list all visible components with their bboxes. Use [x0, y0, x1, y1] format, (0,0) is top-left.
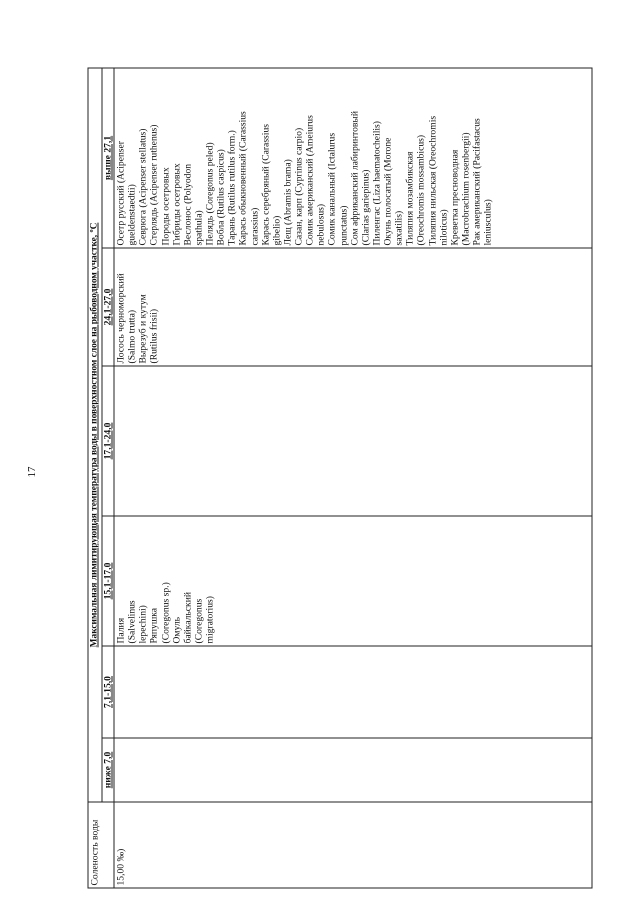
cell-line: (Clarias gariepinus) [360, 169, 372, 245]
rotated-table-wrapper [88, 68, 593, 888]
cell-line: Породы осетровых [160, 166, 172, 245]
cell-line: leniusculus) [482, 198, 494, 245]
cell-line: saxatilis) [393, 210, 405, 245]
cell-line: байкальский [182, 591, 194, 643]
cell-line: (Coregonus sp.) [160, 581, 172, 643]
salinity-header: Соленость воды [88, 802, 114, 888]
cell-line: spathula) [193, 209, 205, 245]
cell-line: Вобла (Rutilus caspicus) [215, 148, 227, 245]
cell-line: (Coregonus [193, 598, 205, 643]
col-header-above-27: выше 27,1 [102, 67, 114, 247]
cell-line: punctatus) [338, 205, 350, 245]
cell-line: Окунь полосатый (Morone [382, 137, 394, 245]
cell-line: Веслонос (Polyodon [182, 163, 194, 245]
page-number: 17 [26, 466, 38, 478]
cell-line: Креветка пресноводная [449, 149, 461, 245]
cell-15-17 [114, 516, 592, 646]
cell-line: Гибриды осетровых [171, 162, 183, 245]
cell-24-27 [114, 248, 592, 366]
cell-line: lepechini) [137, 604, 149, 643]
cell-line: Карась серебряный (Carassius [260, 123, 272, 245]
cell-line: Сазан, карп (Cyprinus carpio) [293, 127, 305, 245]
table-row [114, 67, 592, 887]
cell-line: Тиляпия мозамбикская [404, 151, 416, 245]
cell-line: Сом африканский лабиринтовый [349, 110, 361, 245]
col-header-7-15: 7,1-15,0 [102, 646, 114, 738]
cell-line: Карась обыкновенный (Carassius [237, 110, 249, 245]
row-salinity-value: 15,00 ‰) [114, 802, 592, 888]
cell-line: (Rutilus frisii) [148, 308, 160, 363]
cell-line: gibelio) [271, 215, 283, 245]
cell-line: Ряпушка [148, 607, 160, 643]
cell-line: Омуль [171, 616, 183, 643]
col-header-15-17: 15,1-17,0 [102, 516, 114, 646]
cell-line: Пиленгас (Liza haematocheilis) [371, 120, 383, 245]
cell-line: Стерлядь (Acipenser ruthenus) [148, 124, 160, 245]
cell-line: niloticus) [438, 208, 450, 245]
cell-line: Лещ (Abramis brama) [282, 158, 294, 245]
cell-line: Рак американский (Pacifastacus [471, 117, 483, 245]
cell-line: carassius) [249, 207, 261, 245]
cell-line: Лосось черноморский [115, 272, 127, 363]
cell-line: Вырезуб и кутум [137, 293, 149, 363]
cell-above-27 [114, 67, 592, 247]
cell-line: migratorius) [204, 595, 216, 643]
cell-line: (Salvelinus [126, 599, 138, 643]
cell-line: Осетр русский (Acipenser [115, 140, 127, 245]
main-header: Максимальная лимитирующая температура воды в поверхностном слое на рыбоводном участке, ºС [88, 67, 102, 801]
header-row-main [88, 67, 102, 887]
cell-line: (Oreochromis mossambicus) [415, 134, 427, 245]
cell-line: Тарань (Rutilus rutilus form.) [226, 129, 238, 245]
cell-line: Сомик американский (Ameiurus [304, 114, 316, 245]
cell-line: (Macrobrachium rosenbergii) [460, 131, 472, 245]
cell-17-24 [114, 366, 592, 516]
col-header-17-24: 17,1-24,0 [102, 366, 114, 516]
col-header-below-7: ниже 7,0 [102, 738, 114, 802]
cell-line: gueldenstaedtii) [126, 183, 138, 245]
cell-line: Пелядь (Coregonus peled) [204, 141, 216, 245]
cell-line: Сомик канальный (Ictalurus [326, 132, 338, 245]
cell-line: Севрюга (Acipenser stellatus) [137, 128, 149, 245]
col-header-24-27: 24,1-27,0 [102, 248, 114, 366]
cell-line: (Salmo trutta) [126, 309, 138, 363]
cell-line: Палия [115, 617, 127, 643]
cell-line: nebulosus) [315, 203, 327, 245]
temperature-table [88, 67, 593, 888]
cell-below-7 [114, 738, 592, 802]
cell-line: Тиляпия нильская (Oreochromis [427, 115, 439, 245]
header-row-columns [102, 67, 114, 887]
cell-7-15 [114, 646, 592, 738]
